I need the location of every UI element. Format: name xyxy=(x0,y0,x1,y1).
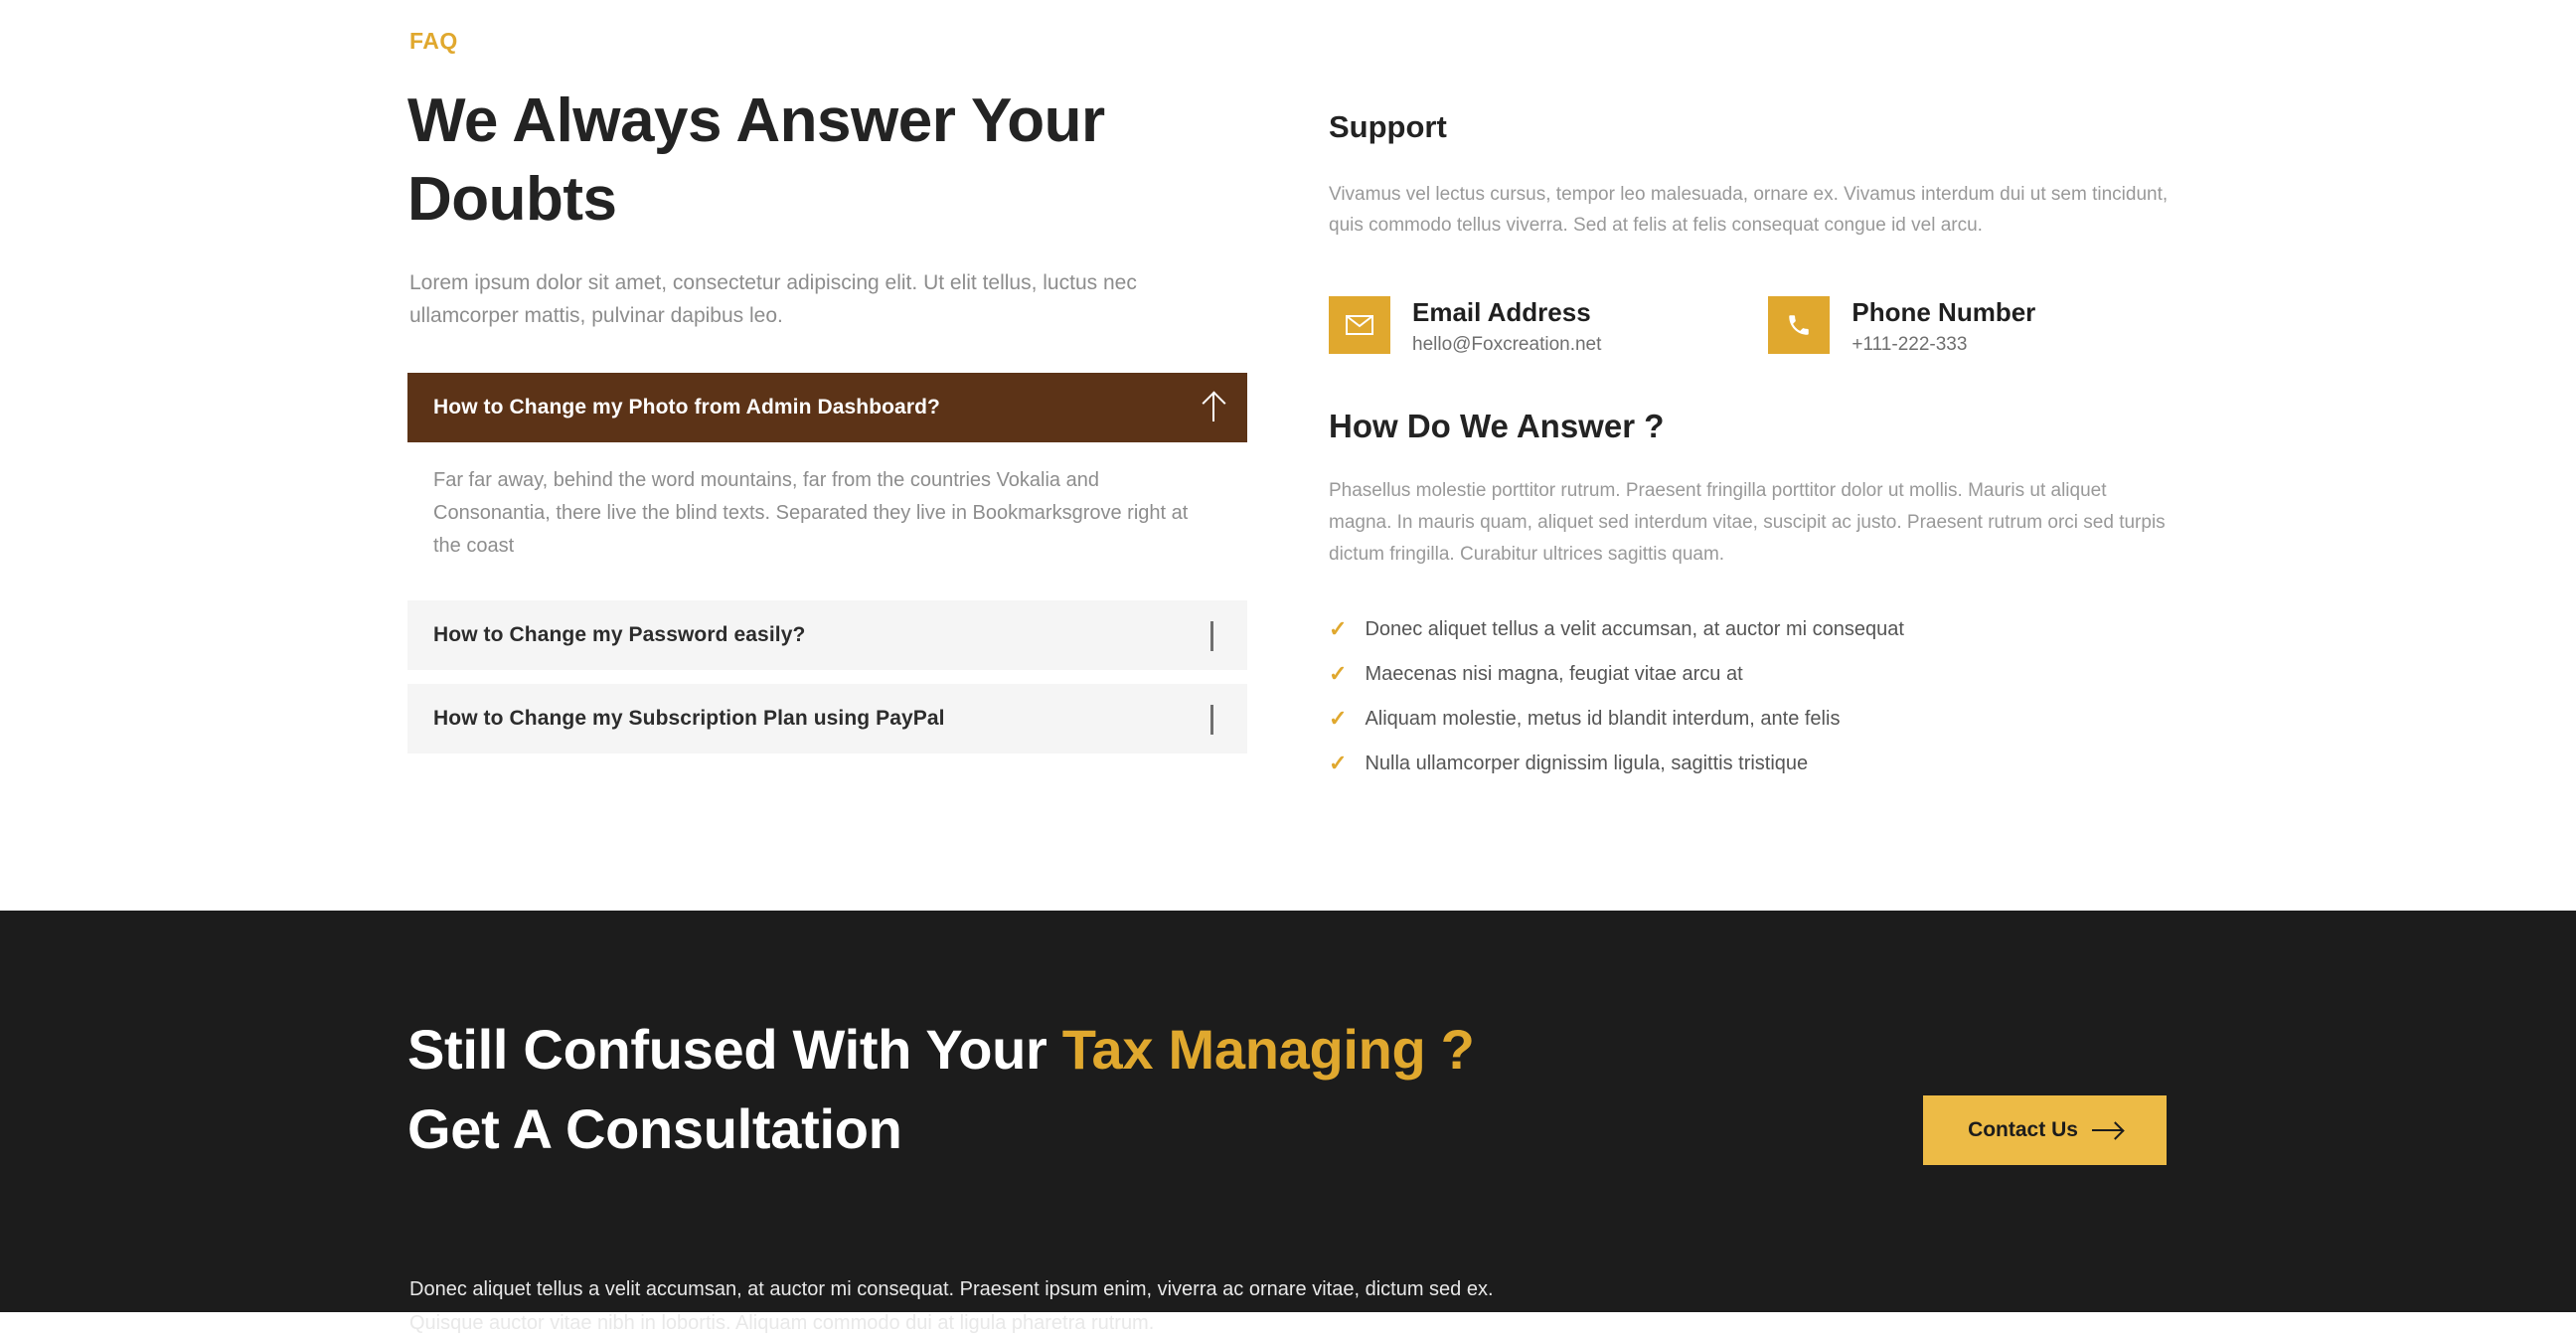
list-item xyxy=(1329,751,2223,776)
list-item-label: Aliquam molestie, metus id blandit interdum, ante felis xyxy=(1365,708,1841,730)
arrow-right-icon xyxy=(2092,1129,2122,1131)
list-item xyxy=(1329,706,2223,732)
list-item-label: Donec aliquet tellus a velit accumsan, at auctor mi consequat xyxy=(1365,618,1904,640)
answer-description: Phasellus molestie porttitor rutrum. Praesent fringilla porttitor dolor ut mollis. Mauris ut aliquet magna. In mauris quam, aliquet sed interdum vitae, suscipit ac justo. Praesent rutrum orci sed turpis dictum fringilla. Curabitur ultrices sagittis quam. xyxy=(1329,480,2166,565)
check-icon: ✓ xyxy=(1329,706,1348,731)
cta-section xyxy=(0,911,2576,1312)
phone-icon xyxy=(1768,296,1830,354)
cta-description xyxy=(409,1272,1494,1340)
accordion-question: How to Change my Subscription Plan using PayPal xyxy=(433,707,945,730)
support-title: Support xyxy=(1329,109,1447,144)
check-icon: ✓ xyxy=(1329,616,1348,641)
faq-description: Lorem ipsum dolor sit amet, consectetur adipiscing elit. Ut elit tellus, luctus nec ullamcorper mattis, pulvinar dapibus leo. xyxy=(409,271,1137,327)
accordion-item xyxy=(407,600,1247,670)
list-item-label: Maecenas nisi magna, feugiat vitae arcu at xyxy=(1365,663,1743,685)
cta-description-line2: Quisque auctor vitae nibh in lobortis. Aliquam commodo dui at ligula pharetra rutrum. xyxy=(409,1312,1155,1334)
list-item-label: Nulla ullamcorper dignissim ligula, sagittis tristique xyxy=(1365,753,1809,774)
accordion-question: How to Change my Photo from Admin Dashboard? xyxy=(433,396,940,419)
accordion-answer: Far far away, behind the word mountains, far from the countries Vokalia and Consonantia, there live the blind texts. Separated they live in Bookmarksgrove right at the coast xyxy=(407,442,1247,586)
faq-accordion xyxy=(407,373,1247,767)
answer-title: How Do We Answer ? xyxy=(1329,408,1665,444)
contact-row xyxy=(1329,296,2035,356)
contact-us-button[interactable] xyxy=(1923,1095,2167,1165)
accordion-item xyxy=(407,684,1247,754)
list-item xyxy=(1329,661,2223,687)
contact-card-email[interactable] xyxy=(1329,296,1601,356)
checklist xyxy=(1329,616,2223,795)
page-title: We Always Answer Your Doubts xyxy=(407,86,1105,234)
check-icon: ✓ xyxy=(1329,751,1348,775)
cta-title xyxy=(407,1010,1719,1169)
cta-description-line1: Donec aliquet tellus a velit accumsan, at auctor mi consequat. Praesent ipsum enim, viverra ac ornare vitae, dictum sed ex. xyxy=(409,1278,1494,1300)
support-description: Vivamus vel lectus cursus, tempor leo malesuada, ornare ex. Vivamus interdum dui ut sem tincidunt, quis commodo tellus viverra. Sed at felis at felis consequat congue id vel arcu. xyxy=(1329,184,2169,236)
cta-title-part1: Still Confused With Your xyxy=(407,1018,1062,1081)
accordion-item xyxy=(407,373,1247,586)
check-icon: ✓ xyxy=(1329,661,1348,686)
chevron-down-icon[interactable] xyxy=(1210,623,1213,647)
cta-title-highlight: Tax Managing ? xyxy=(1061,1018,1475,1081)
faq-eyebrow: FAQ xyxy=(409,28,458,54)
accordion-header-photo[interactable] xyxy=(407,373,1247,442)
contact-value[interactable]: +111-222-333 xyxy=(1852,334,1968,355)
contact-us-label: Contact Us xyxy=(1968,1118,2078,1141)
contact-value[interactable]: hello@Foxcreation.net xyxy=(1412,334,1602,355)
contact-label: Email Address xyxy=(1412,297,1591,327)
list-item xyxy=(1329,616,2223,642)
chevron-down-icon[interactable] xyxy=(1210,707,1213,731)
envelope-icon xyxy=(1329,296,1390,354)
accordion-header-password[interactable] xyxy=(407,600,1247,670)
contact-card-phone[interactable] xyxy=(1768,296,2035,356)
accordion-header-subscription[interactable] xyxy=(407,684,1247,754)
contact-label: Phone Number xyxy=(1852,297,2036,327)
cta-title-part2: Get A Consultation xyxy=(407,1097,902,1160)
accordion-question: How to Change my Password easily? xyxy=(433,623,806,646)
